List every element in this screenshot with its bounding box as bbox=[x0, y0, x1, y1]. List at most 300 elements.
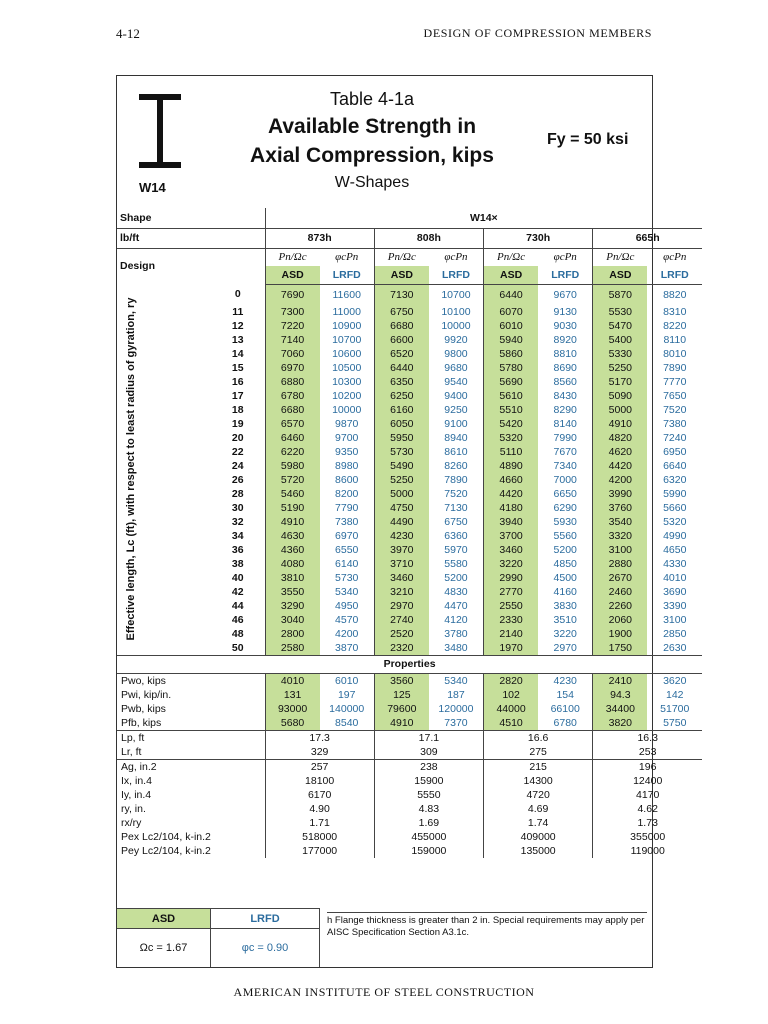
lrfd-value: 9250 bbox=[444, 403, 468, 416]
asd-property-value: 102 bbox=[484, 688, 539, 702]
asd-value: 4750 bbox=[374, 501, 429, 515]
property-value: 12400 bbox=[593, 774, 702, 788]
asd-property-value: 79600 bbox=[374, 702, 429, 716]
asd-value: 5000 bbox=[374, 487, 429, 501]
asd-value: 6680 bbox=[374, 319, 429, 333]
properties-title-row bbox=[117, 655, 702, 673]
lrfd-value: 8940 bbox=[444, 431, 468, 444]
lrfd-value: 9100 bbox=[444, 417, 468, 430]
running-head: DESIGN OF COMPRESSION MEMBERS bbox=[423, 26, 652, 40]
lrfd-value: 5930 bbox=[553, 515, 577, 528]
design-row bbox=[117, 248, 702, 266]
asd-value: 6250 bbox=[374, 389, 429, 403]
property-value: 4.90 bbox=[265, 802, 374, 816]
asd-symbol: Pn/Ωc bbox=[374, 248, 429, 266]
property-value: 17.1 bbox=[374, 730, 483, 745]
lrfd-property-value: 3620 bbox=[663, 674, 687, 687]
property-label: Pwi, kip/in. bbox=[121, 688, 172, 701]
lrfd-value: 3480 bbox=[444, 641, 468, 654]
lrfd-value: 6360 bbox=[444, 529, 468, 542]
asd-value: 2140 bbox=[484, 627, 539, 641]
property-value: 1.69 bbox=[374, 816, 483, 830]
lrfd-value: 8980 bbox=[335, 459, 359, 472]
lrfd-value: 4570 bbox=[335, 613, 359, 626]
asd-value: 3460 bbox=[374, 571, 429, 585]
property-row bbox=[117, 802, 702, 816]
property-label: Pwb, kips bbox=[121, 702, 166, 715]
lrfd-value: 8200 bbox=[335, 487, 359, 500]
phi-factor: φc = 0.90 bbox=[211, 928, 320, 967]
lrfd-property-value: 66100 bbox=[550, 702, 580, 715]
property-value: 355000 bbox=[593, 830, 702, 844]
asd-value: 2800 bbox=[265, 627, 320, 641]
property-value: 329 bbox=[265, 745, 374, 760]
asd-value: 2770 bbox=[484, 585, 539, 599]
property-row bbox=[117, 830, 702, 844]
lrfd-value: 6750 bbox=[444, 515, 468, 528]
asd-value: 6440 bbox=[374, 361, 429, 375]
asd-value: 5400 bbox=[593, 333, 648, 347]
asd-value: 5720 bbox=[265, 473, 320, 487]
asd-value: 5330 bbox=[593, 347, 648, 361]
lrfd-value: 8220 bbox=[663, 319, 687, 332]
shape-name: W14 bbox=[139, 180, 166, 195]
asd-value: 4890 bbox=[484, 459, 539, 473]
asd-symbol: Pn/Ωc bbox=[484, 248, 539, 266]
shape-value: W14× bbox=[265, 208, 702, 228]
lrfd-value: 9540 bbox=[444, 375, 468, 388]
length-value: 11 bbox=[232, 305, 244, 318]
table-frame bbox=[116, 75, 690, 968]
asd-value: 4420 bbox=[593, 459, 648, 473]
lrfd-value: 6320 bbox=[663, 473, 687, 486]
asd-header: ASD bbox=[484, 266, 539, 284]
property-label: Pex Lc2/104, k-in.2 bbox=[121, 830, 211, 843]
asd-value: 2320 bbox=[374, 641, 429, 656]
lrfd-value: 8290 bbox=[553, 403, 577, 416]
lrfd-value: 7240 bbox=[663, 431, 687, 444]
property-row bbox=[117, 688, 702, 702]
lrfd-value: 8260 bbox=[444, 459, 468, 472]
asd-value: 2550 bbox=[484, 599, 539, 613]
length-value: 46 bbox=[231, 613, 244, 626]
asd-value: 2460 bbox=[593, 585, 648, 599]
property-label: Pfb, kips bbox=[121, 716, 162, 729]
length-value: 0 bbox=[234, 288, 241, 301]
lrfd-value: 8430 bbox=[553, 389, 577, 402]
asd-property-value: 3560 bbox=[374, 673, 429, 688]
property-value: 1.71 bbox=[265, 816, 374, 830]
weight-header: 730h bbox=[484, 228, 593, 248]
lrfd-property-value: 197 bbox=[337, 688, 356, 701]
omega-factor: Ωc = 1.67 bbox=[117, 928, 211, 967]
lrfd-value: 8810 bbox=[553, 347, 577, 360]
property-value: 4.69 bbox=[484, 802, 593, 816]
asd-value: 3710 bbox=[374, 557, 429, 571]
asd-value: 5470 bbox=[593, 319, 648, 333]
lrfd-value: 4500 bbox=[553, 571, 577, 584]
property-row bbox=[117, 844, 702, 858]
lrfd-value: 8920 bbox=[553, 333, 577, 346]
lrfd-value: 8610 bbox=[444, 445, 468, 458]
asd-value: 2330 bbox=[484, 613, 539, 627]
asd-property-value: 93000 bbox=[265, 702, 320, 716]
asd-value: 3210 bbox=[374, 585, 429, 599]
lrfd-value: 9870 bbox=[335, 417, 359, 430]
length-value: 17 bbox=[231, 389, 244, 402]
asd-value: 6600 bbox=[374, 333, 429, 347]
property-value: 196 bbox=[593, 759, 702, 774]
lrfd-value: 4830 bbox=[444, 585, 468, 598]
lrfd-property-value: 6010 bbox=[335, 674, 359, 687]
lrfd-value: 6290 bbox=[553, 501, 577, 514]
asd-value: 4660 bbox=[484, 473, 539, 487]
property-value: 4.83 bbox=[374, 802, 483, 816]
lrfd-value: 7890 bbox=[444, 473, 468, 486]
lrfd-value: 5320 bbox=[663, 515, 687, 528]
property-value: 16.6 bbox=[484, 730, 593, 745]
asd-property-value: 34400 bbox=[593, 702, 648, 716]
lrfd-value: 3870 bbox=[335, 641, 359, 654]
asd-property-value: 3820 bbox=[593, 716, 648, 731]
lrfd-value: 5580 bbox=[444, 557, 468, 570]
lrfd-value: 9800 bbox=[444, 347, 468, 360]
property-row bbox=[117, 716, 702, 731]
asd-value: 6220 bbox=[265, 445, 320, 459]
property-value: 1.73 bbox=[593, 816, 702, 830]
asd-value: 4180 bbox=[484, 501, 539, 515]
lrfd-value: 4850 bbox=[553, 557, 577, 570]
property-value: 4170 bbox=[593, 788, 702, 802]
lrfd-value: 2850 bbox=[663, 627, 687, 640]
asd-value: 4200 bbox=[593, 473, 648, 487]
title-line-2: Axial Compression, kips bbox=[250, 144, 494, 167]
asd-value: 2970 bbox=[374, 599, 429, 613]
lrfd-value: 4160 bbox=[553, 585, 577, 598]
lrfd-value: 5990 bbox=[663, 487, 687, 500]
length-value: 22 bbox=[231, 445, 244, 458]
lrfd-property-value: 8540 bbox=[335, 716, 359, 729]
lrfd-value: 3780 bbox=[444, 627, 468, 640]
property-value: 455000 bbox=[374, 830, 483, 844]
length-value: 38 bbox=[231, 557, 244, 570]
asd-value: 6160 bbox=[374, 403, 429, 417]
asd-value: 3290 bbox=[265, 599, 320, 613]
lrfd-value: 3100 bbox=[663, 613, 687, 626]
length-value: 30 bbox=[231, 501, 244, 514]
length-value: 44 bbox=[231, 599, 244, 612]
lrfd-value: 5730 bbox=[335, 571, 359, 584]
asd-property-value: 44000 bbox=[484, 702, 539, 716]
asd-value: 4080 bbox=[265, 557, 320, 571]
asd-value: 5510 bbox=[484, 403, 539, 417]
lrfd-property-value: 140000 bbox=[329, 702, 365, 715]
property-value: 253 bbox=[593, 745, 702, 760]
lrfd-value: 3220 bbox=[553, 627, 577, 640]
asd-value: 6750 bbox=[374, 305, 429, 319]
length-value: 16 bbox=[231, 375, 244, 388]
asd-property-value: 94.3 bbox=[593, 688, 648, 702]
lrfd-property-value: 187 bbox=[447, 688, 465, 701]
footer-asd-label: ASD bbox=[117, 908, 211, 928]
yield-stress-label: Fy = 50 ksi bbox=[547, 131, 629, 148]
lrfd-header: LRFD bbox=[320, 266, 375, 284]
lrfd-value: 3390 bbox=[663, 599, 687, 612]
property-label: Ag, in.2 bbox=[117, 759, 265, 774]
lrfd-value: 6640 bbox=[663, 459, 687, 472]
asd-value: 1750 bbox=[593, 641, 648, 656]
asd-value: 3760 bbox=[593, 501, 648, 515]
asd-value: 4230 bbox=[374, 529, 429, 543]
asd-value: 5190 bbox=[265, 501, 320, 515]
property-value: 17.3 bbox=[265, 730, 374, 745]
lrfd-value: 9680 bbox=[444, 361, 468, 374]
asd-symbol: Pn/Ωc bbox=[593, 248, 648, 266]
asd-value: 2520 bbox=[374, 627, 429, 641]
asd-value: 5090 bbox=[593, 389, 648, 403]
lrfd-value: 10000 bbox=[332, 403, 362, 416]
lrfd-value: 6970 bbox=[335, 529, 359, 542]
property-value: 14300 bbox=[484, 774, 593, 788]
property-value: 15900 bbox=[374, 774, 483, 788]
asd-value: 7130 bbox=[374, 284, 429, 305]
property-row bbox=[117, 745, 702, 760]
strength-table bbox=[117, 208, 702, 858]
lrfd-value: 8140 bbox=[553, 417, 577, 430]
asd-value: 5950 bbox=[374, 431, 429, 445]
property-value: 518000 bbox=[265, 830, 374, 844]
lrfd-value: 8820 bbox=[663, 288, 687, 301]
lrfd-property-value: 5340 bbox=[444, 674, 468, 687]
asd-value: 5860 bbox=[484, 347, 539, 361]
lrfd-value: 11000 bbox=[332, 305, 361, 318]
asd-value: 3040 bbox=[265, 613, 320, 627]
property-value: 177000 bbox=[265, 844, 374, 858]
asd-property-value: 125 bbox=[374, 688, 429, 702]
lrfd-value: 10700 bbox=[441, 288, 471, 301]
axis-cell bbox=[117, 284, 211, 655]
lrfd-value: 10600 bbox=[332, 347, 362, 360]
lrfd-value: 7890 bbox=[663, 361, 687, 374]
asd-value: 1970 bbox=[484, 641, 539, 656]
asd-value: 5320 bbox=[484, 431, 539, 445]
lrfd-value: 7130 bbox=[444, 501, 468, 514]
lrfd-header: LRFD bbox=[538, 266, 593, 284]
lrfd-value: 10000 bbox=[441, 319, 471, 332]
axis-label: Effective length, Lc (ft), with respect to least radius of gyration, ry bbox=[125, 297, 137, 641]
asd-property-value: 2410 bbox=[593, 673, 648, 688]
length-value: 50 bbox=[231, 641, 244, 654]
property-value: 5550 bbox=[374, 788, 483, 802]
lrfd-value: 8110 bbox=[663, 333, 687, 346]
asd-value: 6010 bbox=[484, 319, 539, 333]
lrfd-value: 5200 bbox=[444, 571, 468, 584]
asd-value: 3550 bbox=[265, 585, 320, 599]
length-value: 20 bbox=[231, 431, 244, 444]
asd-value: 6570 bbox=[265, 417, 320, 431]
table-row bbox=[117, 284, 702, 305]
publisher: AMERICAN INSTITUTE OF STEEL CONSTRUCTION bbox=[233, 985, 535, 999]
table-subtitle: W-Shapes bbox=[334, 174, 410, 191]
footer-lrfd-label: LRFD bbox=[211, 908, 320, 928]
asd-value: 4820 bbox=[593, 431, 648, 445]
length-value: 32 bbox=[231, 515, 244, 528]
property-label: rx/ry bbox=[121, 816, 142, 829]
lrfd-value: 5200 bbox=[553, 543, 577, 556]
lrfd-value: 9400 bbox=[444, 389, 468, 402]
property-label: Ix, in.4 bbox=[121, 774, 152, 787]
lrfd-value: 4990 bbox=[663, 529, 687, 542]
asd-value: 3460 bbox=[484, 543, 539, 557]
asd-value: 5490 bbox=[374, 459, 429, 473]
property-value: 1.74 bbox=[484, 816, 593, 830]
lrfd-value: 6950 bbox=[663, 445, 687, 458]
lrfd-value: 8010 bbox=[663, 347, 687, 360]
lrfd-property-value: 120000 bbox=[438, 702, 474, 715]
lrfd-value: 9920 bbox=[444, 333, 468, 346]
length-value: 26 bbox=[231, 473, 244, 486]
lrfd-value: 6550 bbox=[335, 543, 359, 556]
property-row bbox=[117, 816, 702, 830]
lrfd-value: 4470 bbox=[444, 599, 468, 612]
lrfd-value: 7770 bbox=[663, 375, 687, 388]
lrfd-value: 7650 bbox=[663, 389, 687, 402]
asd-value: 6970 bbox=[265, 361, 320, 375]
property-value: 309 bbox=[374, 745, 483, 760]
lrfd-value: 6140 bbox=[335, 557, 359, 570]
asd-value: 6440 bbox=[484, 284, 539, 305]
asd-value: 3700 bbox=[484, 529, 539, 543]
asd-property-value: 5680 bbox=[265, 716, 320, 731]
asd-value: 1900 bbox=[593, 627, 648, 641]
weight-row bbox=[117, 228, 702, 248]
lrfd-value: 7990 bbox=[553, 431, 577, 444]
property-value: 6170 bbox=[265, 788, 374, 802]
length-value: 48 bbox=[231, 627, 244, 640]
lrfd-value: 10700 bbox=[332, 333, 362, 346]
property-value: 119000 bbox=[593, 844, 702, 858]
lrfd-value: 10200 bbox=[332, 389, 362, 402]
asd-value: 6520 bbox=[374, 347, 429, 361]
asd-value: 5170 bbox=[593, 375, 648, 389]
lrfd-value: 8600 bbox=[335, 473, 359, 486]
lrfd-value: 4200 bbox=[335, 627, 359, 640]
lrfd-value: 9670 bbox=[553, 288, 577, 301]
property-value: 275 bbox=[484, 745, 593, 760]
asd-value: 5780 bbox=[484, 361, 539, 375]
lrfd-symbol: φcPn bbox=[444, 251, 468, 264]
lrfd-value: 8310 bbox=[663, 305, 687, 318]
lrfd-value: 10100 bbox=[441, 305, 471, 318]
asd-value: 5250 bbox=[593, 361, 648, 375]
property-row bbox=[117, 788, 702, 802]
lrfd-value: 5660 bbox=[663, 501, 687, 514]
length-value: 19 bbox=[231, 417, 244, 430]
i-beam-icon bbox=[137, 92, 183, 170]
lrfd-symbol: φcPn bbox=[553, 251, 577, 264]
property-row bbox=[117, 730, 702, 745]
asd-value: 2880 bbox=[593, 557, 648, 571]
asd-value: 4620 bbox=[593, 445, 648, 459]
asd-value: 2060 bbox=[593, 613, 648, 627]
asd-value: 4910 bbox=[593, 417, 648, 431]
property-label: Lp, ft bbox=[117, 730, 265, 745]
asd-value: 6680 bbox=[265, 403, 320, 417]
asd-value: 5110 bbox=[484, 445, 539, 459]
length-value: 40 bbox=[231, 571, 244, 584]
property-row bbox=[117, 759, 702, 774]
lrfd-value: 8560 bbox=[553, 375, 577, 388]
asd-value: 5460 bbox=[265, 487, 320, 501]
weight-label: lb/ft bbox=[117, 228, 265, 248]
asd-value: 3970 bbox=[374, 543, 429, 557]
asd-value: 5250 bbox=[374, 473, 429, 487]
lrfd-value: 7520 bbox=[444, 487, 468, 500]
lrfd-value: 2630 bbox=[663, 641, 687, 654]
lrfd-value: 7790 bbox=[335, 501, 359, 514]
lrfd-value: 7380 bbox=[663, 417, 687, 430]
property-value: 409000 bbox=[484, 830, 593, 844]
lrfd-value: 7000 bbox=[553, 473, 577, 486]
lrfd-value: 10900 bbox=[332, 319, 362, 332]
lrfd-value: 6650 bbox=[553, 487, 577, 500]
asd-property-value: 131 bbox=[265, 688, 320, 702]
asd-property-value: 4510 bbox=[484, 716, 539, 731]
shape-row bbox=[117, 208, 702, 228]
asd-value: 6350 bbox=[374, 375, 429, 389]
asd-value: 4490 bbox=[374, 515, 429, 529]
asd-value: 3990 bbox=[593, 487, 648, 501]
lrfd-value: 9030 bbox=[553, 319, 577, 332]
lrfd-value: 7520 bbox=[663, 403, 687, 416]
asd-value: 5940 bbox=[484, 333, 539, 347]
lrfd-property-value: 154 bbox=[556, 688, 574, 701]
asd-value: 3540 bbox=[593, 515, 648, 529]
property-value: 18100 bbox=[265, 774, 374, 788]
lrfd-property-value: 7370 bbox=[444, 716, 468, 729]
lrfd-value: 8690 bbox=[553, 361, 577, 374]
lrfd-value: 7380 bbox=[335, 515, 359, 528]
lrfd-value: 7340 bbox=[553, 459, 577, 472]
asd-header: ASD bbox=[374, 266, 429, 284]
lrfd-value: 5970 bbox=[444, 543, 468, 556]
property-label: Iy, in.4 bbox=[121, 788, 152, 801]
lrfd-value: 10300 bbox=[332, 375, 362, 388]
asd-value: 7140 bbox=[265, 333, 320, 347]
lrfd-header: LRFD bbox=[429, 266, 484, 284]
property-value: 4.62 bbox=[593, 802, 702, 816]
asd-value: 3940 bbox=[484, 515, 539, 529]
asd-value: 5870 bbox=[593, 284, 648, 305]
lrfd-value: 5560 bbox=[553, 529, 577, 542]
lrfd-value: 4120 bbox=[444, 613, 468, 626]
table-number: Table 4-1a bbox=[329, 89, 415, 109]
asd-value: 2740 bbox=[374, 613, 429, 627]
lrfd-value: 4010 bbox=[663, 571, 687, 584]
design-label: Design bbox=[120, 260, 156, 273]
title-line-1: Available Strength in bbox=[267, 115, 477, 138]
asd-value: 6460 bbox=[265, 431, 320, 445]
page-number: 4-12 bbox=[116, 26, 140, 41]
asd-value: 5730 bbox=[374, 445, 429, 459]
asd-property-value: 4010 bbox=[265, 673, 320, 688]
property-row bbox=[117, 774, 702, 788]
weight-header: 808h bbox=[374, 228, 483, 248]
length-value: 13 bbox=[231, 333, 244, 346]
asd-property-value: 2820 bbox=[484, 673, 539, 688]
property-value: 135000 bbox=[484, 844, 593, 858]
shape-label: Shape bbox=[117, 208, 265, 228]
